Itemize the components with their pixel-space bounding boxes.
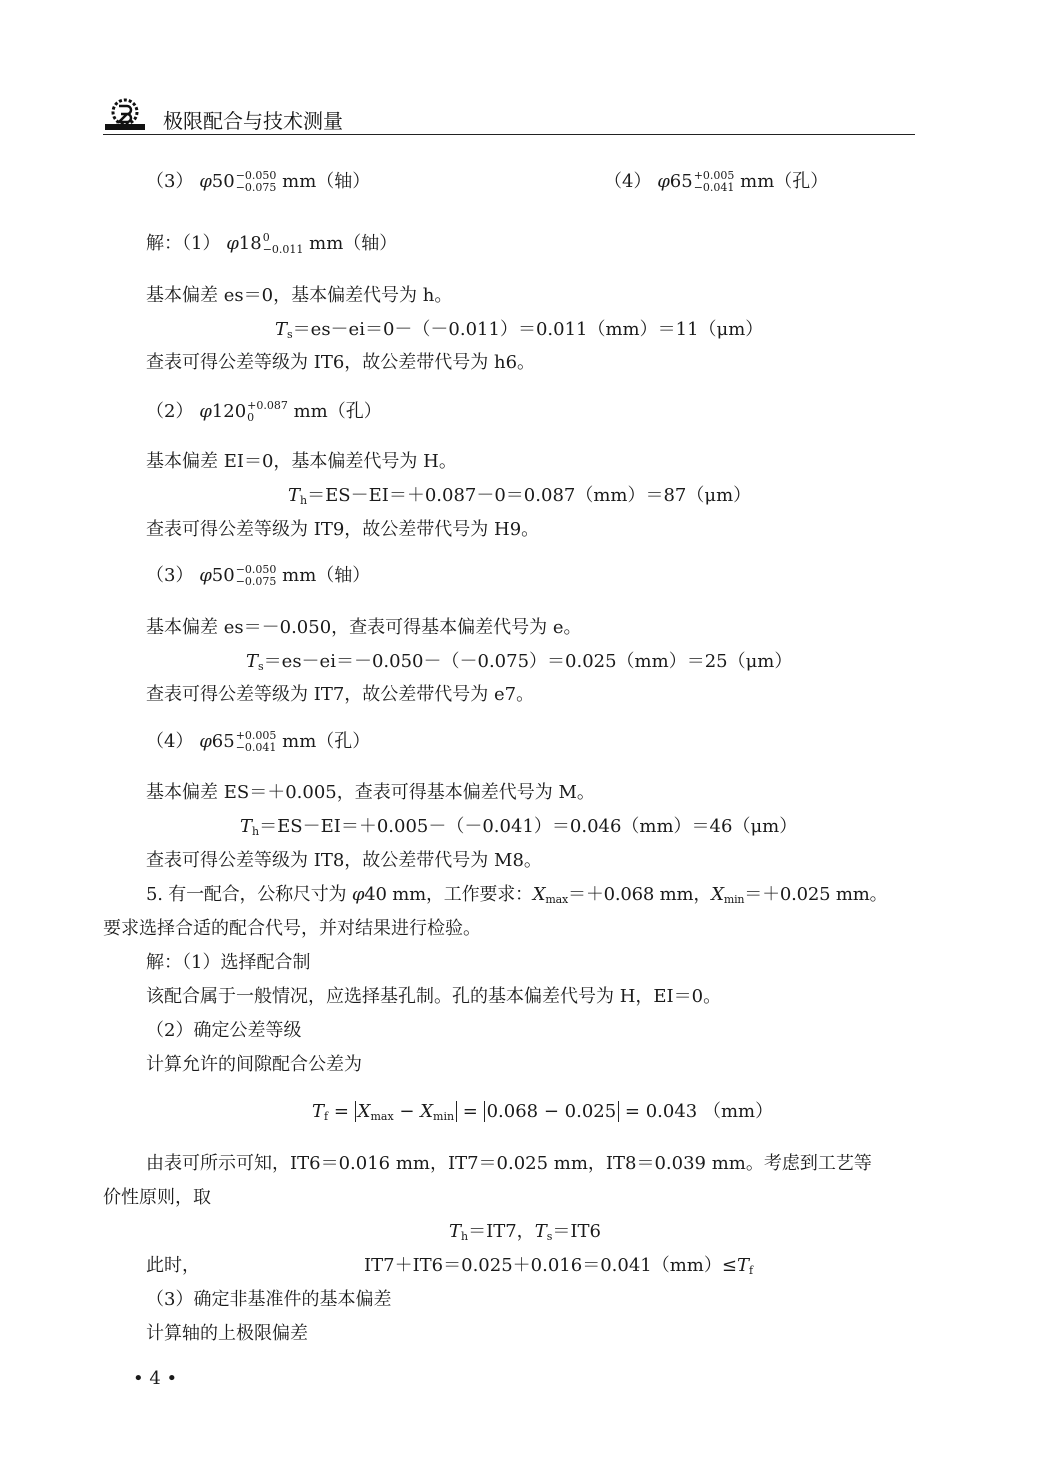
phi-symbol: φ xyxy=(657,171,670,192)
lower-deviation: −0.075 xyxy=(235,575,277,588)
sol3-formula xyxy=(246,650,792,679)
q5-line1 xyxy=(146,883,887,912)
subscript: h xyxy=(461,1230,469,1243)
abs-value: 0.068 − 0.025 xyxy=(484,1101,620,1122)
label: （3） xyxy=(146,171,194,192)
nominal-size: 50 xyxy=(211,171,235,192)
formula-body: ＝es－ei＝－0.050－（－0.075）＝0.025（mm）＝25（μm） xyxy=(263,651,793,672)
text: 40 mm，工作要求： xyxy=(364,884,533,905)
lower-deviation: 0 xyxy=(247,411,255,424)
phi-symbol: φ xyxy=(199,731,212,752)
symbol: T xyxy=(246,651,259,672)
label: 解：（1） xyxy=(146,233,221,254)
sol3-line1: 基本偏差 es＝－0.050，查表可得基本偏差代号为 e。 xyxy=(146,617,582,638)
unit: mm（轴） xyxy=(309,233,398,254)
unit: mm（孔） xyxy=(282,731,371,752)
q5-step2: （2）确定公差等级 xyxy=(146,1020,302,1041)
tolerance xyxy=(236,730,277,754)
operator: = xyxy=(328,1101,355,1122)
sol2-formula xyxy=(288,484,751,513)
lower-deviation: −0.075 xyxy=(235,181,277,194)
q5-choice xyxy=(449,1220,601,1249)
phi-symbol: φ xyxy=(199,171,212,192)
symbol: T xyxy=(449,1221,462,1242)
q5-it-values: 由表可所示可知，IT6＝0.016 mm，IT7＝0.025 mm，IT8＝0.039 mm。考虑到工艺等 xyxy=(146,1153,872,1174)
phi-symbol: φ xyxy=(351,884,365,905)
symbol: X xyxy=(420,1101,434,1122)
q5-step1: 解：（1）选择配合制 xyxy=(146,952,311,973)
page-number: • 4 • xyxy=(133,1368,178,1389)
subscript: f xyxy=(748,1264,754,1277)
sol2-heading xyxy=(146,400,382,424)
symbol: T xyxy=(736,1255,749,1276)
subscript: min xyxy=(433,1110,455,1123)
symbol: X xyxy=(711,884,724,905)
sol4-line1: 基本偏差 ES＝＋0.005，查表可得基本偏差代号为 M。 xyxy=(146,782,595,803)
problem-3 xyxy=(146,170,370,194)
symbol: T xyxy=(240,816,253,837)
nominal-size: 65 xyxy=(211,731,235,752)
unit: mm（孔） xyxy=(293,401,382,422)
abs-group xyxy=(355,1101,457,1122)
sol2-line3: 查表可得公差等级为 IT9，故公差带代号为 H9。 xyxy=(146,519,540,540)
q5-step3: （3）确定非基准件的基本偏差 xyxy=(146,1289,392,1310)
unit: mm（孔） xyxy=(740,171,829,192)
symbol: X xyxy=(532,884,546,905)
sol1-heading xyxy=(146,232,397,256)
subscript: h xyxy=(252,825,260,838)
upper-deviation: 0 xyxy=(262,231,270,244)
q5-check xyxy=(364,1254,753,1283)
formula-body: ＝ES－EI＝＋0.087－0＝0.087（mm）＝87（μm） xyxy=(307,485,752,506)
tolerance xyxy=(263,232,304,256)
result: = 0.043 xyxy=(619,1101,703,1122)
q5-step3-text: 计算轴的上极限偏差 xyxy=(146,1323,308,1344)
header-title: 极限配合与技术测量 xyxy=(163,109,343,133)
label: （2） xyxy=(146,401,194,422)
unit: mm（轴） xyxy=(282,171,371,192)
q5-it-values-cont: 价性原则，取 xyxy=(103,1187,211,1208)
lower-deviation: −0.041 xyxy=(235,741,277,754)
upper-deviation: −0.050 xyxy=(235,169,277,182)
operator: = xyxy=(457,1101,484,1122)
label: （4） xyxy=(146,731,194,752)
formula-body: ＝ES－EI＝＋0.005－（－0.041）＝0.046（mm）＝46（μm） xyxy=(259,816,798,837)
upper-deviation: −0.050 xyxy=(235,563,277,576)
symbol: T xyxy=(275,319,288,340)
symbol: T xyxy=(312,1101,325,1122)
tolerance xyxy=(247,400,288,424)
tolerance xyxy=(236,170,277,194)
nominal-size: 50 xyxy=(211,565,235,586)
subscript: s xyxy=(258,660,264,673)
symbol: T xyxy=(534,1221,547,1242)
text: IT7＋IT6＝0.025＋0.016＝0.041（mm）≤ xyxy=(364,1255,737,1276)
subscript: max xyxy=(545,893,569,906)
value: ＝＋0.068 mm， xyxy=(568,884,712,905)
sol1-line1: 基本偏差 es＝0，基本偏差代号为 h。 xyxy=(146,285,453,306)
label: （3） xyxy=(146,565,194,586)
subscript: min xyxy=(723,893,745,906)
running-header xyxy=(103,100,915,135)
phi-symbol: φ xyxy=(199,401,212,422)
label: （4） xyxy=(604,171,652,192)
tolerance xyxy=(694,170,735,194)
sol4-formula xyxy=(240,815,797,844)
unit: mm（轴） xyxy=(282,565,371,586)
upper-deviation: +0.005 xyxy=(235,729,277,742)
sol4-heading xyxy=(146,730,370,754)
q5-line2: 要求选择合适的配合代号，并对结果进行检验。 xyxy=(103,918,481,939)
sol4-line3: 查表可得公差等级为 IT8，故公差带代号为 M8。 xyxy=(146,850,542,871)
sol3-heading xyxy=(146,564,370,588)
upper-deviation: +0.005 xyxy=(693,169,735,182)
q5-step1-text: 该配合属于一般情况，应选择基孔制。孔的基本偏差代号为 H，EI＝0。 xyxy=(146,986,722,1007)
q5-check-label: 此时， xyxy=(146,1255,200,1276)
phi-symbol: φ xyxy=(199,565,212,586)
lower-deviation: −0.011 xyxy=(262,243,304,256)
subscript: h xyxy=(300,494,308,507)
nominal-size: 18 xyxy=(238,233,262,254)
upper-deviation: +0.087 xyxy=(247,399,288,412)
tolerance xyxy=(236,564,277,588)
operator: − xyxy=(393,1101,421,1122)
text: 5. 有一配合，公称尺寸为 xyxy=(146,884,352,905)
symbol: X xyxy=(357,1101,371,1122)
phi-symbol: φ xyxy=(226,233,239,254)
value: ＝IT7， xyxy=(468,1221,535,1242)
value: ＝IT6 xyxy=(552,1221,601,1242)
nominal-size: 65 xyxy=(669,171,693,192)
value: ＝＋0.025 mm。 xyxy=(744,884,888,905)
sol2-line1: 基本偏差 EI＝0，基本偏差代号为 H。 xyxy=(146,451,457,472)
unit: （mm） xyxy=(702,1101,774,1122)
subscript: s xyxy=(546,1230,553,1243)
lower-deviation: −0.041 xyxy=(693,181,735,194)
nominal-size: 120 xyxy=(211,401,247,422)
formula-body: ＝es－ei＝0－（－0.011）＝0.011（mm）＝11（μm） xyxy=(292,319,764,340)
subscript: f xyxy=(324,1110,329,1123)
sol1-formula xyxy=(275,318,763,347)
subscript: s xyxy=(287,328,293,341)
publisher-logo-icon xyxy=(103,98,147,132)
q5-equation xyxy=(312,1100,773,1129)
sol1-line3: 查表可得公差等级为 IT6，故公差带代号为 h6。 xyxy=(146,352,536,373)
q5-step2-text: 计算允许的间隙配合公差为 xyxy=(146,1054,362,1075)
sol3-line3: 查表可得公差等级为 IT7，故公差带代号为 e7。 xyxy=(146,684,535,705)
problem-4 xyxy=(604,170,828,194)
subscript: max xyxy=(370,1110,394,1123)
symbol: T xyxy=(288,485,301,506)
